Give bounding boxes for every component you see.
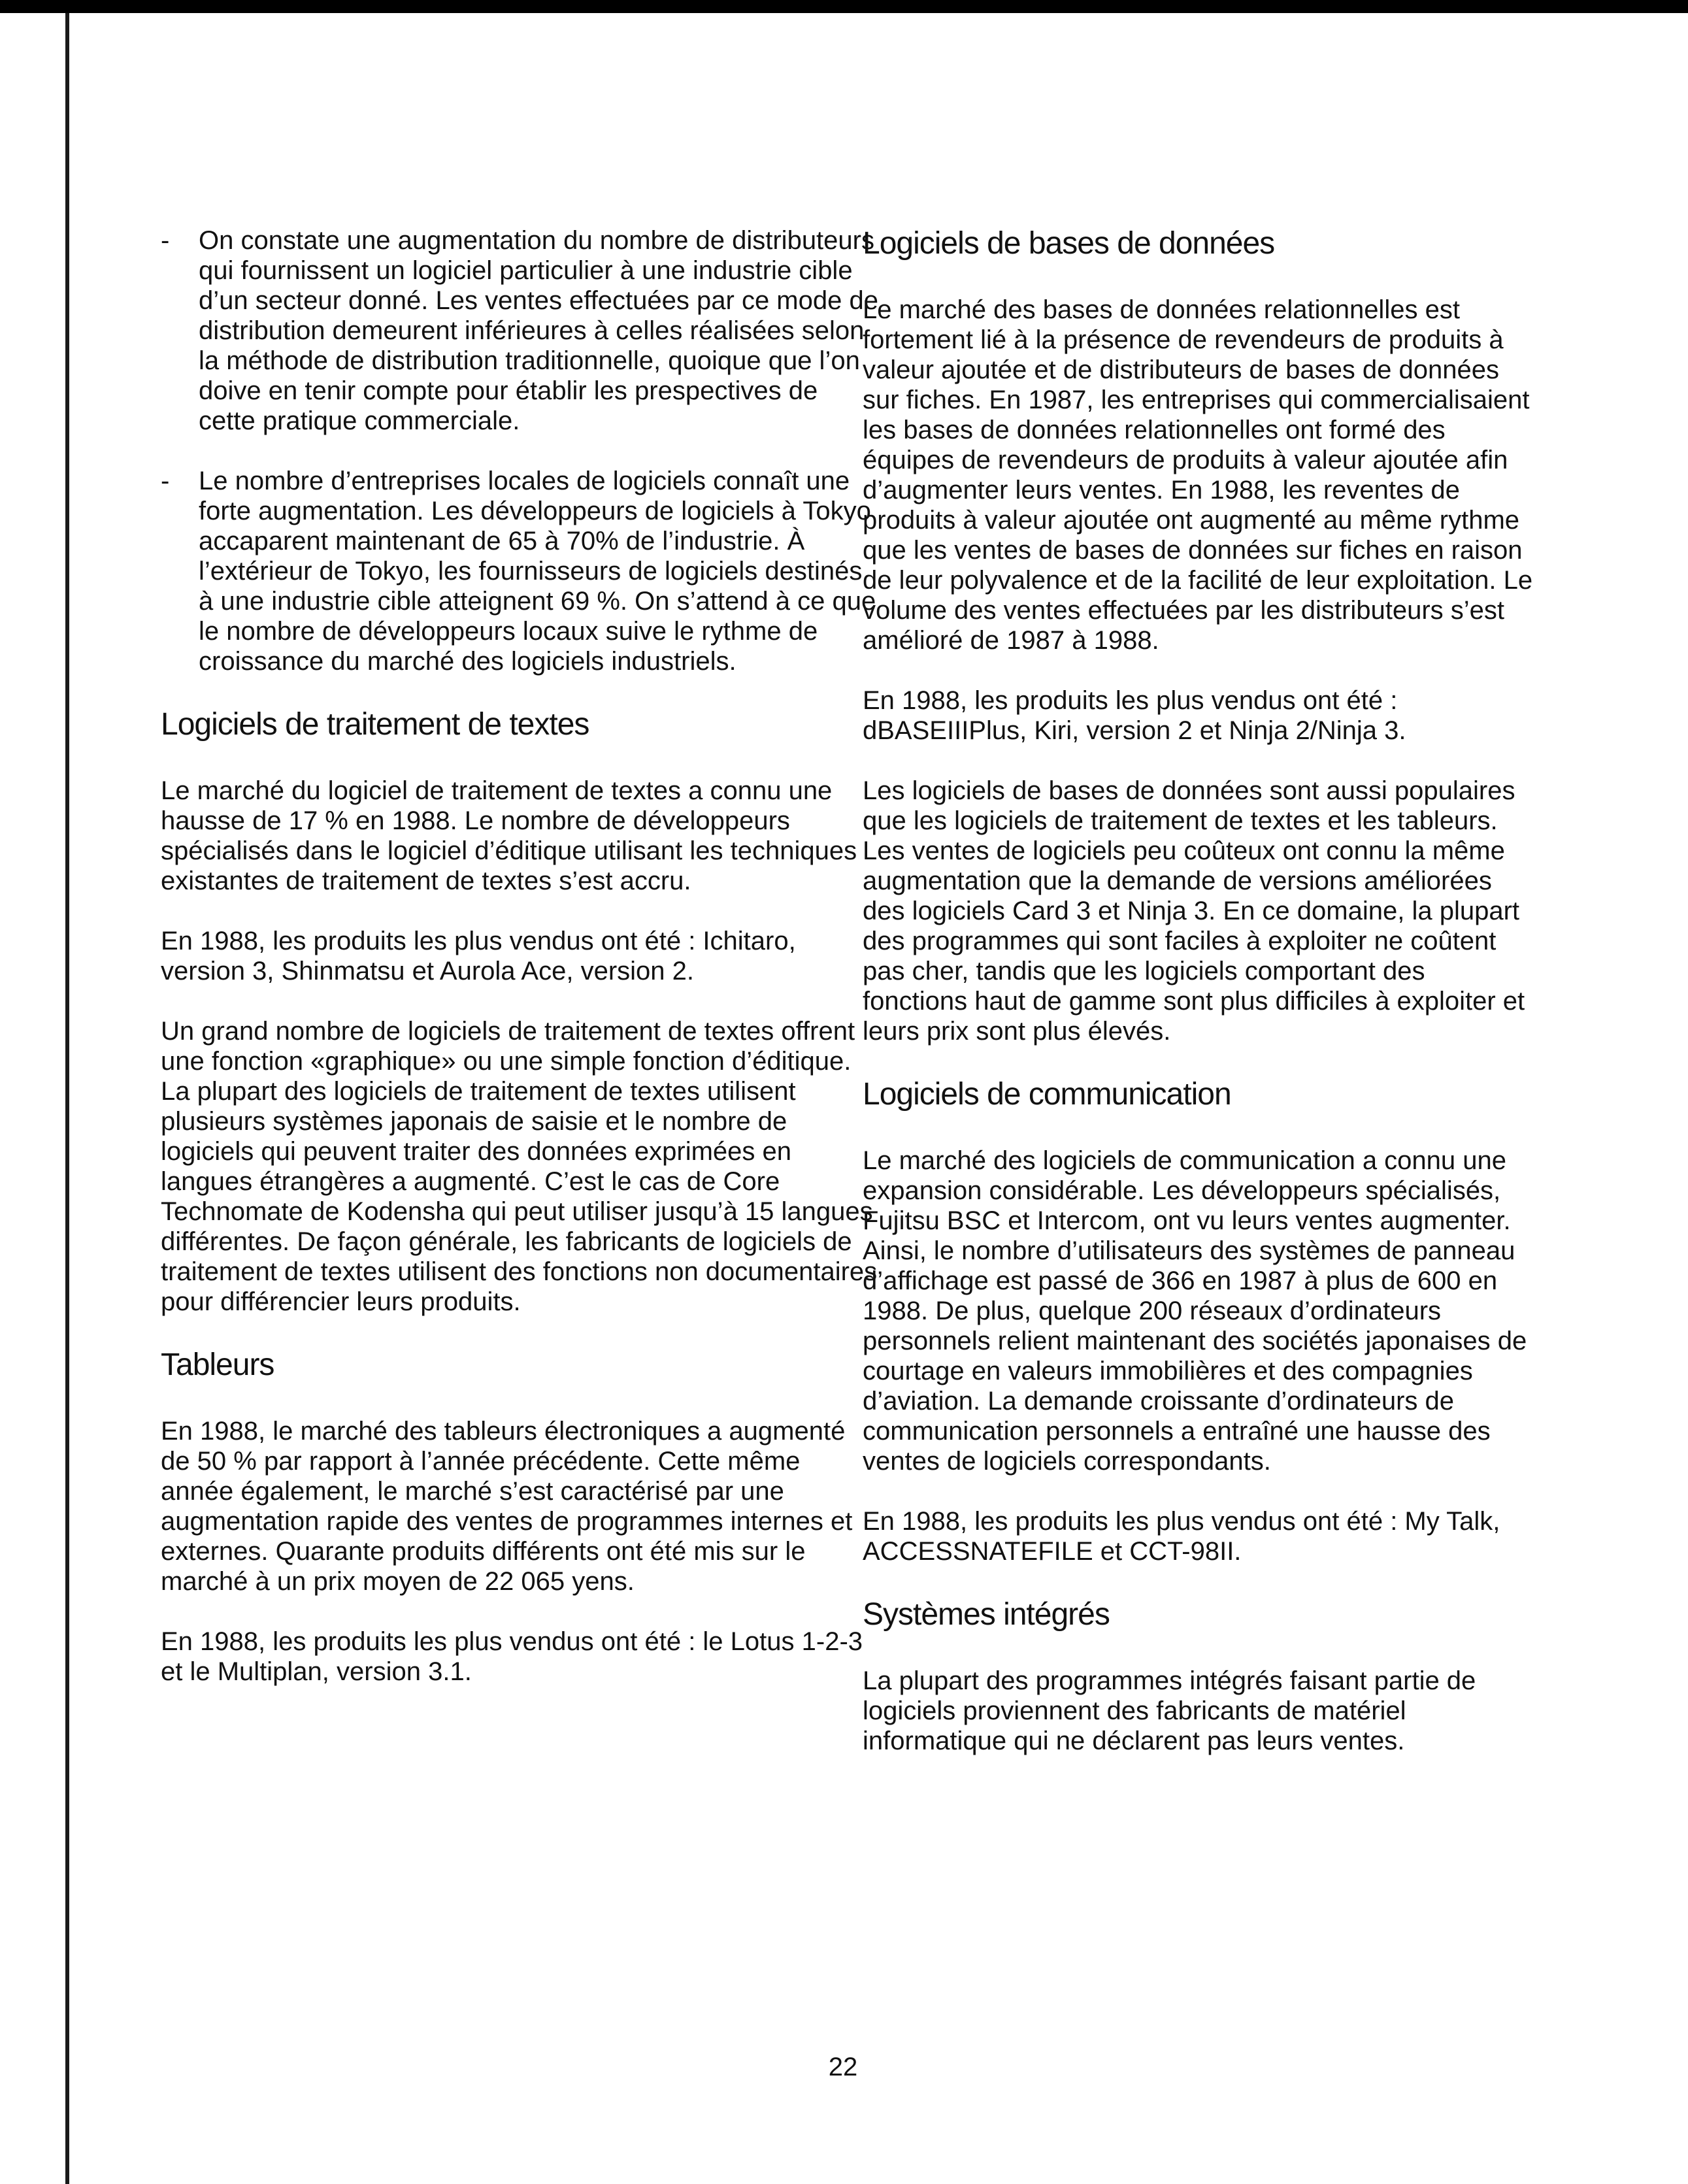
- scan-left-margin-rule: [65, 13, 69, 2184]
- section-heading-word-processing: Logiciels de traitement de textes: [161, 707, 589, 742]
- paragraph: En 1988, les produits les plus vendus ont été : Ichitaro, version 3, Shinmatsu et Aurola Ace, version 2.: [161, 927, 796, 985]
- paragraph: Le marché des logiciels de communication a connu une expansion considérable. Les développeurs spécialisés, Fujitsu BSC et Intercom, ont vu leurs ventes augmenter. Ainsi, le nombre d’utilisateurs des systèmes de panneau d’affichage est passé de 366 en 1987 à plus de 600 en 1988. De plus, quelque 200 réseaux d’ordinateurs personnels relient maintenant des sociétés japonaises de courtage en valeurs immobilières et des compagnies d’aviation. La demande croissante d’ordinateurs de communication personnels a entraîné une hausse des ventes de logiciels correspondants.: [863, 1146, 1527, 1476]
- paragraph: En 1988, le marché des tableurs électroniques a augmenté de 50 % par rapport à l’année précédente. Cette même année également, le marché s’est caractérisé par une augmentation rapide des ventes de programmes internes et externes. Quarante produits différents ont été mis sur le marché à un prix moyen de 22 065 yens.: [161, 1417, 853, 1596]
- bullet-item: [161, 466, 880, 676]
- bullet-item: [161, 225, 880, 436]
- paragraph: Un grand nombre de logiciels de traitement de textes offrent une fonction «graphique» ou une simple fonction d’éditique. La plupart des logiciels de traitement de textes utilisent plusieurs systèmes japonais de saisie et le nombre de logiciels qui peuvent traiter des données exprimées en langues étrangères a augmenté. C’est le cas de Core Technomate de Kodensha qui peut utiliser jusqu’à 15 langues différentes. De façon générale, les fabricants de logiciels de traitement de textes utilisent des fonctions non documentaires pour différencier leurs produits.: [161, 1017, 878, 1316]
- paragraph: En 1988, les produits les plus vendus ont été : dBASEIIIPlus, Kiri, version 2 et Ninja 2/Ninja 3.: [863, 686, 1406, 745]
- bullet-marker: -: [161, 226, 170, 255]
- section-heading-communication: Logiciels de communication: [863, 1077, 1231, 1112]
- section-heading-integrated-systems: Systèmes intégrés: [863, 1597, 1110, 1632]
- paragraph: Le marché du logiciel de traitement de textes a connu une hausse de 17 % en 1988. Le nombre de développeurs spécialisés dans le logiciel d’éditique utilisant les techniques existantes de traitement de textes s’est accru.: [161, 776, 857, 895]
- paragraph: En 1988, les produits les plus vendus ont été : My Talk, ACCESSNATEFILE et CCT-98II.: [863, 1507, 1500, 1566]
- left-column: [161, 225, 880, 1717]
- bullet-text: On constate une augmentation du nombre de distributeurs qui fournissent un logiciel particulier à une industrie cible d’un secteur donné. Les ventes effectuées par ce mode de distribution demeurent inférieures à celles réalisées selon la méthode de distribution traditionnelle, quoique que l’on doive en tenir compte pour établir les prespectives de cette pratique commerciale.: [199, 226, 878, 435]
- paragraph: En 1988, les produits les plus vendus ont été : le Lotus 1-2-3 et le Multiplan, version 3.1.: [161, 1627, 863, 1686]
- section-heading-databases: Logiciels de bases de données: [863, 226, 1275, 261]
- bullet-text: Le nombre d’entreprises locales de logiciels connaît une forte augmentation. Les développeurs de logiciels à Tokyo accaparent maintenant de 65 à 70% de l’industrie. À l’extérieur de Tokyo, les fournisseurs de logiciels destinés à une industrie cible atteignent 69 %. On s’attend à ce que le nombre de développeurs locaux suive le rythme de croissance du marché des logiciels industriels.: [199, 467, 876, 676]
- paragraph: Les logiciels de bases de données sont aussi populaires que les logiciels de traitement de textes et les tableurs. Les ventes de logiciels peu coûteux ont connu la même augmentation que la demande de versions améliorées des logiciels Card 3 et Ninja 3. En ce domaine, la plupart des programmes qui sont faciles à exploiter ne coûtent pas cher, tandis que les logiciels comportant des fonctions haut de gamme sont plus difficiles à exploiter et leurs prix sont plus élevés.: [863, 776, 1525, 1046]
- paragraph: Le marché des bases de données relationnelles est fortement lié à la présence de revendeurs de produits à valeur ajoutée et de distributeurs de bases de données sur fiches. En 1987, les entreprises qui commercialisaient les bases de données relationnelles ont formé des équipes de revendeurs de produits à valeur ajoutée afin d’augmenter leurs ventes. En 1988, les reventes de produits à valeur ajoutée ont augmenté au même rythme que les ventes de bases de données sur fiches en raison de leur polyvalence et de la facilité de leur exploitation. Le volume des ventes effectuées par les distributeurs s’est amélioré de 1987 à 1988.: [863, 295, 1533, 655]
- page-number: 22: [828, 2053, 858, 2081]
- scan-top-border: [0, 0, 1688, 13]
- paragraph: La plupart des programmes intégrés faisant partie de logiciels proviennent des fabricants de matériel informatique qui ne déclarent pas leurs ventes.: [863, 1666, 1476, 1755]
- right-column: [863, 225, 1536, 1786]
- section-heading-spreadsheets: Tableurs: [161, 1348, 274, 1382]
- bullet-marker: -: [161, 467, 170, 495]
